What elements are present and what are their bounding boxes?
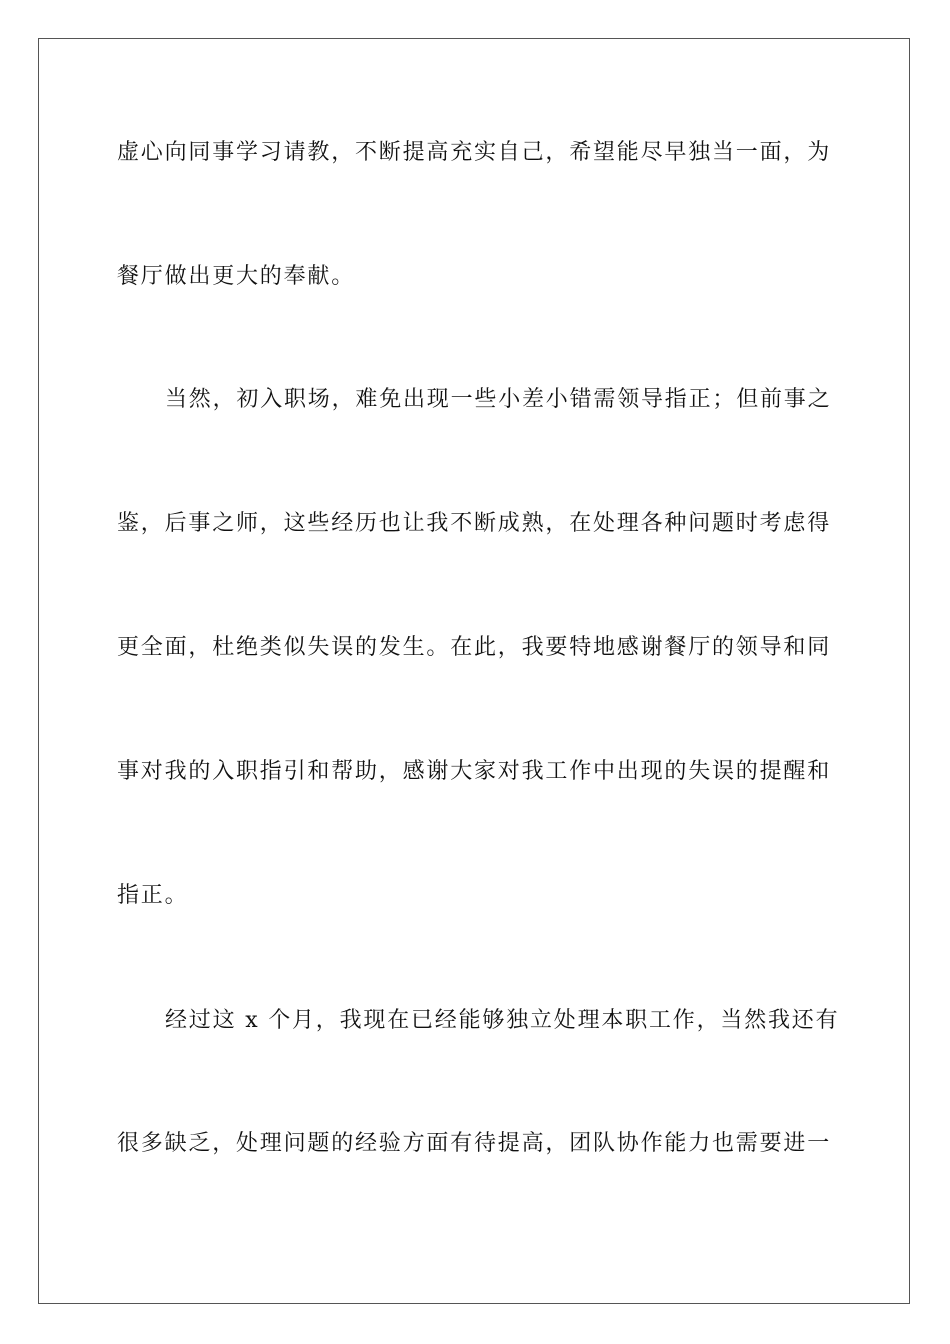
page-border	[38, 38, 910, 1304]
text-line-2: 餐厅做出更大的奉献。	[117, 264, 356, 289]
text-line-4: 鉴，后事之师，这些经历也让我不断成熟，在处理各种问题时考虑得	[117, 511, 832, 536]
text-line-1: 虚心向同事学习请教，不断提高充实自己，希望能尽早独当一面，为	[117, 140, 832, 165]
text-line-5: 更全面，杜绝类似失误的发生。在此，我要特地感谢餐厅的领导和同	[117, 635, 832, 660]
text-line-9: 很多缺乏，处理问题的经验方面有待提高，团队协作能力也需要进一	[117, 1131, 832, 1156]
text-line-7: 指正。	[117, 883, 189, 908]
text-line-8: 经过这 x 个月，我现在已经能够独立处理本职工作，当然我还有	[165, 1008, 840, 1033]
text-line-6: 事对我的入职指引和帮助，感谢大家对我工作中出现的失误的提醒和	[117, 759, 832, 784]
text-line-3: 当然，初入职场，难免出现一些小差小错需领导指正；但前事之	[165, 387, 832, 412]
